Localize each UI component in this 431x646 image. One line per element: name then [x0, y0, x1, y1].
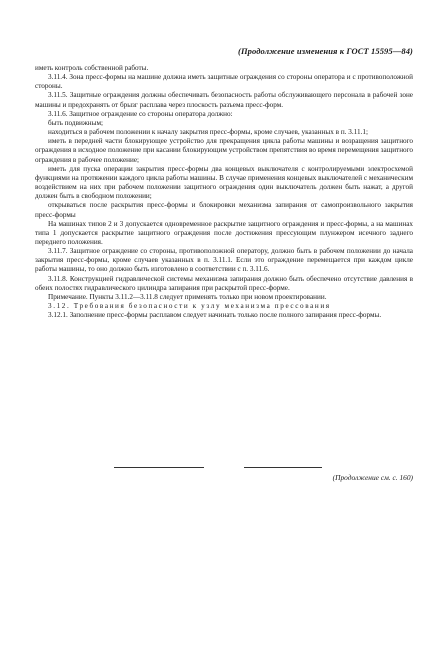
paragraph: иметь для пуска операции закрытия пресс-формы два концевых выключателя с контролируемыми электросхемой функциями на протяжении каждого цикла работы машины. В случае применения концевых выключателей с механическим воздействием на них при рабочем положении защитного ограждения один выключатель должен быть нажат, а другой должен быть в свободном положении; — [35, 164, 413, 201]
paragraph: 3.11.6. Защитное ограждение со стороны оператора должно: — [48, 109, 233, 118]
paragraph: иметь контроль собственной работы. — [35, 64, 149, 72]
paragraph: 3.11.7. Защитное ограждение со стороны, противоположной оператору, должно быть в рабочем положении до начала закрытия пресс-формы, кроме случаев указанных в п. 3.11.1. Если это ограждение перемещается при каждом цикле работы машины, то оно должно быть изготовлено в соответствии с п. 3.11.6. — [35, 247, 413, 274]
paragraph: 3.11.4. Зона пресс-формы на машине должна иметь защитные ограждения со стороны оператора и с противоположной стороны. — [35, 73, 413, 91]
paragraph: 3.12.1. Заполнение пресс-формы расплавом следует начинать только после полного запирания пресс-формы. — [48, 311, 382, 320]
paragraph: 3.11.8. Конструкцией гидравлической системы механизма запирания должно быть обеспечено отсутствие давления в обеих полостях гидравлического цилиндра запирания при раскрытой пресс-форме. — [35, 274, 413, 292]
separator-line — [244, 467, 322, 468]
paragraph: иметь в передней части блокирующее устройство для прекращения цикла работы машины и возращения защитного ограждения в исходное положение при касании блокирующим устройством препятствия во время перемещения защитного ограждения в рабочее положение; — [35, 137, 413, 164]
paragraph: быть подвижным; — [48, 118, 104, 127]
section-heading: 3.12. Требования безопасности к узлу механизма прессования — [48, 302, 331, 311]
separator-line — [114, 467, 204, 468]
paragraph: 3.11.5. Защитные ограждения должны обеспечивать безопасность работы обслуживающего персонала в рабочей зоне машины и предохранять от брызг расплава через плоскость разъема пресс-форм. — [35, 91, 413, 109]
note-paragraph: Примечание. Пункты 3.11.2—3.11.8 следует применять только при новом проектировании. — [48, 292, 327, 301]
paragraph: открываться после раскрытия пресс-формы и блокировки механизма запирания от самопроизвольного закрытия пресс-формы — [35, 201, 413, 219]
page-header: (Продолжение изменения к ГОСТ 15595—84) — [238, 46, 413, 56]
document-body — [35, 64, 413, 320]
paragraph: На машинах типов 2 и 3 допускается одновременное раскрытие защитного ограждения и пресс-формы, а на машинах типа 1 допускается раскрытие защитного ограждения после достижения прессующим плунжером исечного заднего переднего положения. — [35, 219, 413, 246]
paragraph: находиться в рабочем положении к началу закрытия пресс-формы, кроме случаев, указанных в п. 3.11.1; — [48, 128, 368, 137]
page-footer: (Продолжение см. с. 160) — [332, 473, 413, 482]
